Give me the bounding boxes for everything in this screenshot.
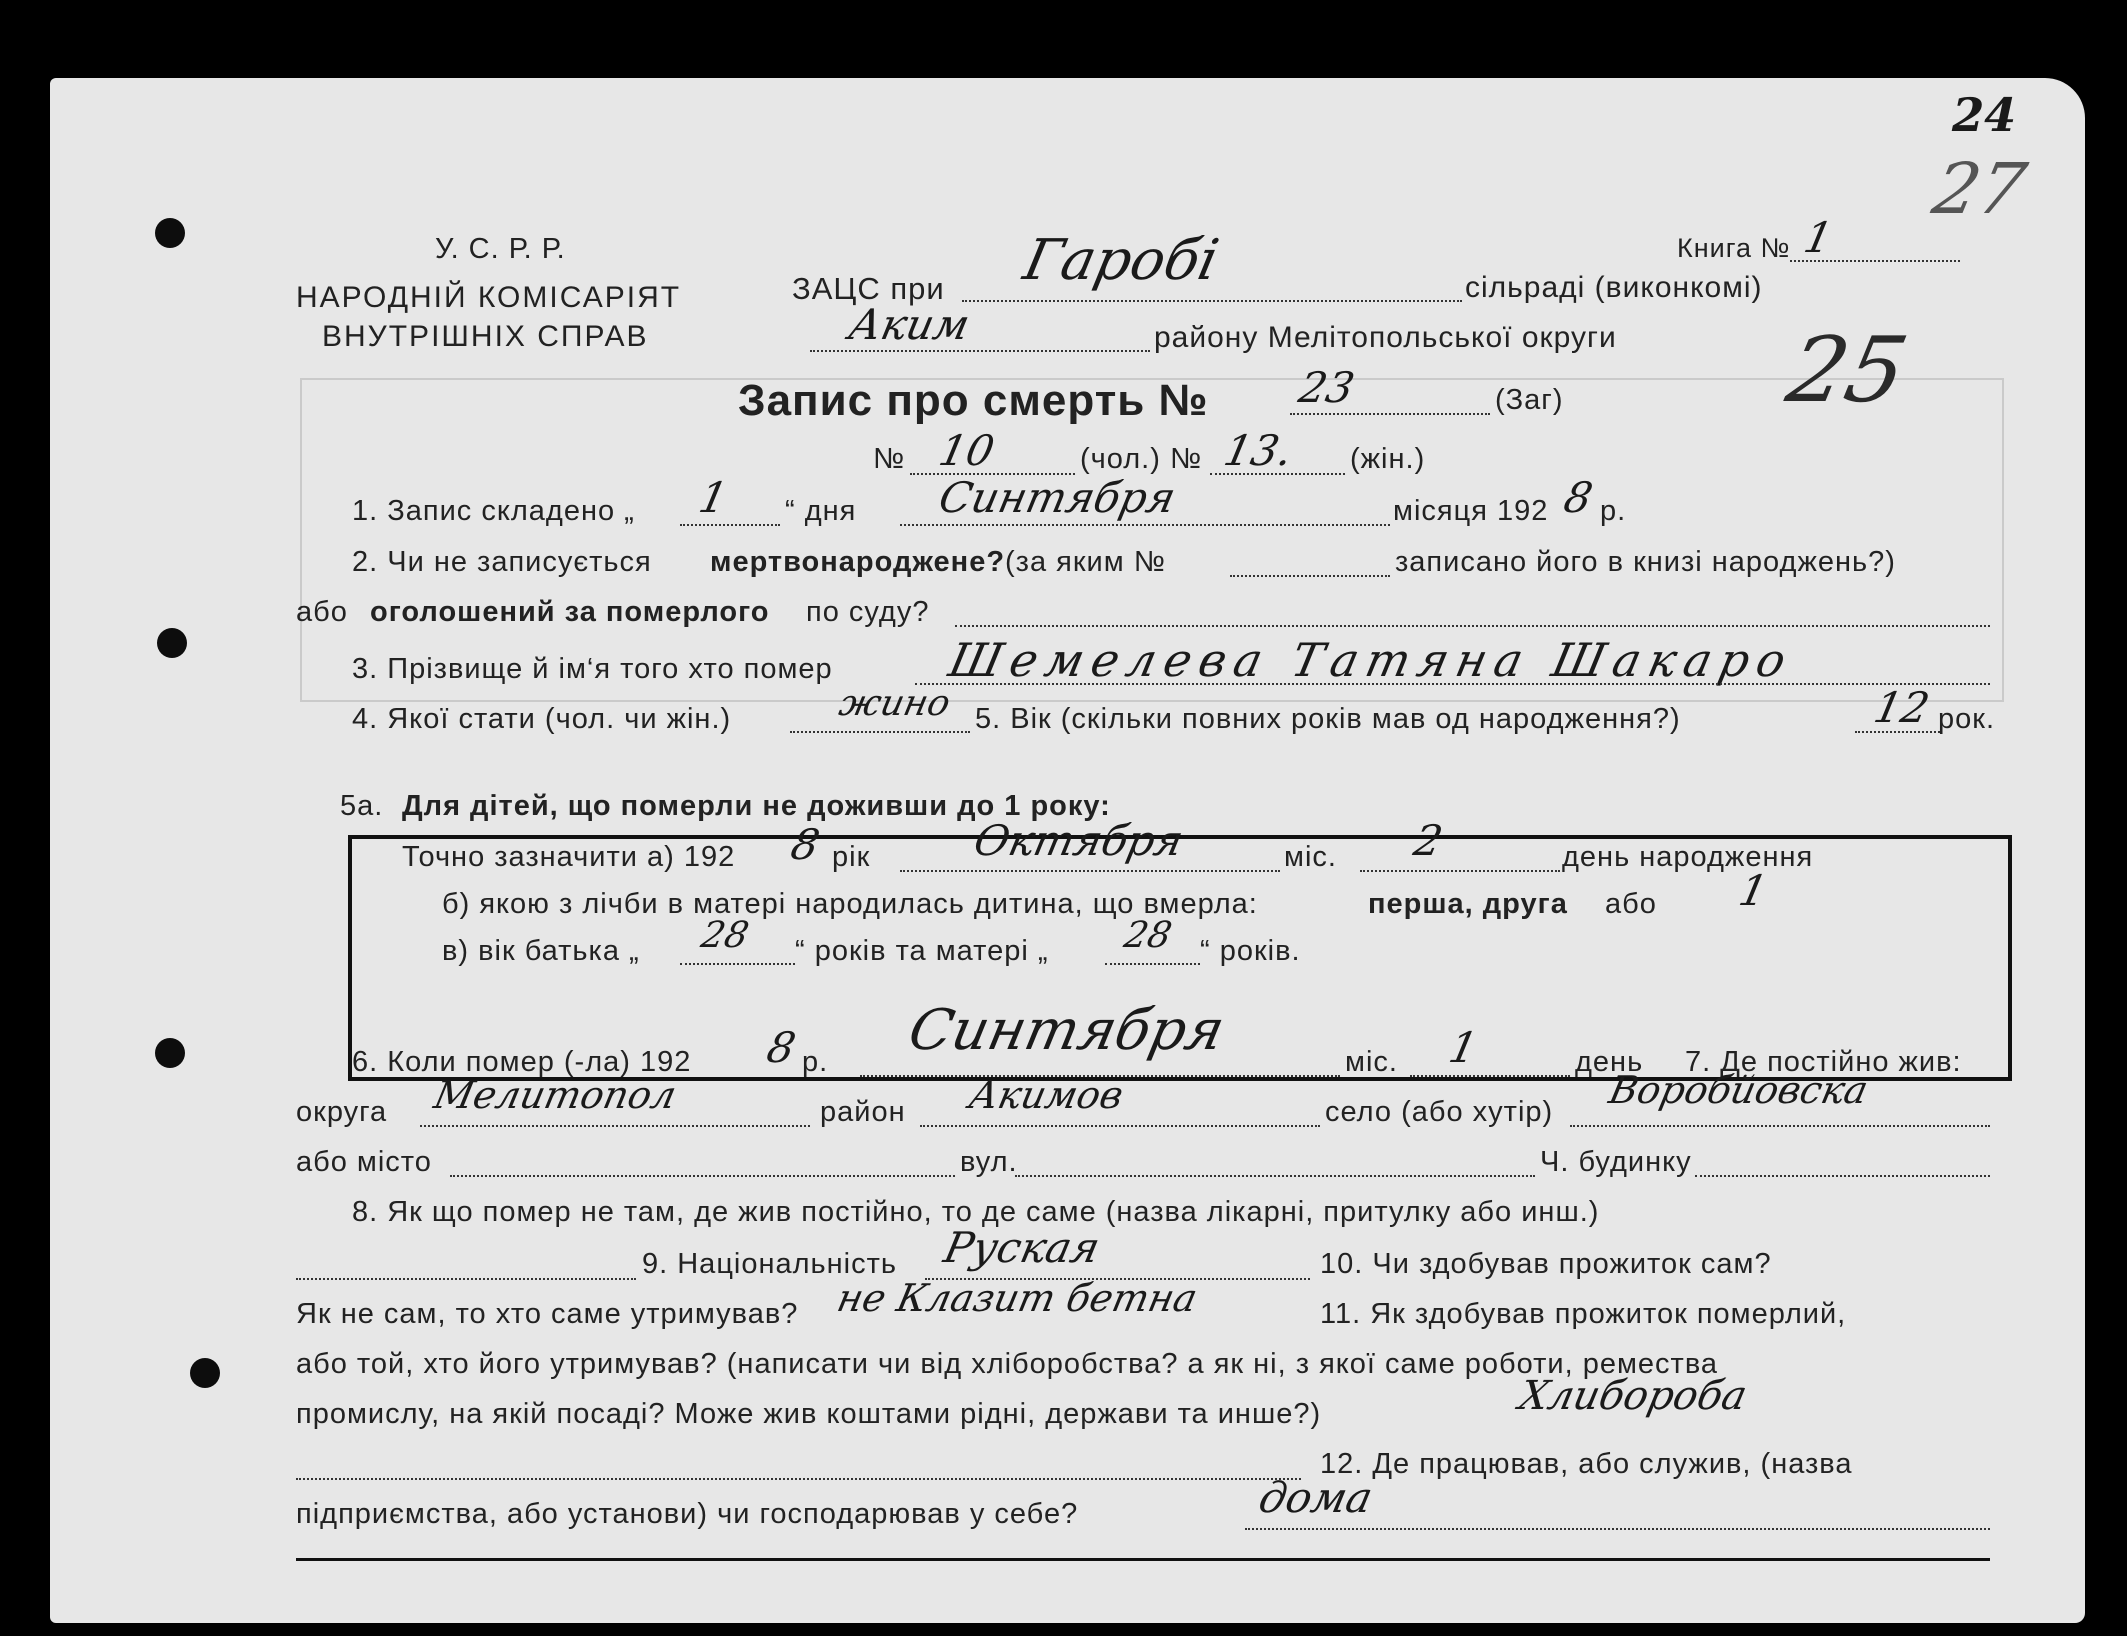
q4-label: 4. Якої стати (чол. чи жін.)	[352, 703, 732, 735]
q5a-c-label: в) вік батька „	[442, 935, 640, 967]
q4-sex-line	[790, 731, 970, 733]
q6-month-handwritten: Синтября	[903, 998, 1231, 1063]
female-number-handwritten: 13.	[1219, 426, 1298, 475]
raion-field-handwritten: Акимов	[965, 1073, 1128, 1117]
q5a-mother-age-handwritten: 28	[1120, 915, 1176, 956]
q12-line	[1245, 1528, 1990, 1530]
punch-hole	[157, 628, 187, 658]
misto-label: або місто	[296, 1146, 432, 1178]
q2-line2-c: по суду?	[806, 596, 930, 628]
record-title: Запис про смерть №	[738, 376, 1209, 425]
raion-field-line	[920, 1125, 1320, 1127]
q12-label: 12. Де працював, або служив, (назва	[1320, 1448, 1853, 1480]
female-number-line	[1210, 473, 1345, 475]
q1-month-line	[900, 524, 1390, 526]
q8-line	[296, 1278, 636, 1280]
q1-day-line	[680, 524, 780, 526]
q3-name-handwritten: Шемелева Татяна Шакаро	[944, 633, 1799, 687]
raion-field-label: район	[820, 1096, 906, 1128]
selo-label: село (або хутір)	[1325, 1096, 1554, 1128]
zag-label: (Заг)	[1495, 384, 1564, 416]
commissariat-line2: ВНУТРІШНІХ СПРАВ	[322, 320, 649, 353]
q12-line2: підприємства, або установи) чи господарював у себе?	[296, 1498, 1079, 1530]
q5-age-handwritten: 12	[1869, 683, 1934, 732]
q2-line1-a: 2. Чи не записується	[352, 546, 652, 578]
budynok-label: Ч. будинку	[1540, 1146, 1692, 1178]
q5-age-suffix: рок.	[1938, 703, 1996, 735]
record-number-handwritten: 23	[1294, 363, 1359, 412]
q5a-year-handwritten: 8	[786, 820, 824, 869]
q11-line	[296, 1478, 1301, 1480]
q5a-b-label: б) якою з лічби в матері народилась дитина, що вмерла:	[442, 888, 1258, 920]
zags-village-handwritten: Гаробі	[1018, 228, 1225, 293]
q1-day-label: “ дня	[785, 495, 857, 527]
ussr-label: У. С. Р. Р.	[435, 233, 566, 265]
okruga-line	[420, 1125, 810, 1127]
page-number-handwritten: 24	[1946, 88, 2022, 142]
commissariat-line1: НАРОДНІЙ КОМІСАРІЯТ	[296, 281, 682, 314]
q5a-b-options: перша, друга	[1368, 888, 1568, 920]
budynok-line	[1695, 1175, 1990, 1177]
q11-label: 11. Як здобував прожиток померлий,	[1320, 1298, 1847, 1330]
document-page	[50, 78, 2085, 1623]
male-label: (чол.) №	[1080, 443, 1203, 475]
female-label: (жін.)	[1350, 443, 1426, 475]
q3-label: 3. Прізвище й ім‘я того хто помер	[352, 653, 833, 685]
selo-line	[1570, 1125, 1990, 1127]
number-sign: №	[873, 443, 906, 475]
punch-hole	[155, 218, 185, 248]
q7-label: 7. Де постійно жив:	[1685, 1046, 1962, 1078]
q11-line2: або той, хто його утримував? (написати чи від хліборобства? а як ні, з якої саме роботи, ремества	[296, 1348, 1719, 1380]
q3-name-line	[915, 683, 1990, 685]
raion-label: району Мелітопольської округи	[1154, 321, 1617, 354]
vul-label: вул.	[960, 1146, 1018, 1178]
q5a-c-mid: “ років та матері „	[795, 935, 1049, 967]
book-number-handwritten: 1	[1799, 213, 1837, 262]
q5a-a-label: Точно зазначити а) 192	[402, 841, 736, 873]
q11-occupation-handwritten: Хлибороба	[1515, 1373, 1752, 1419]
q2-declared-dead-label: оголошений за померлого	[370, 596, 770, 628]
q2-line1-d: записано його в книзі народжень?)	[1395, 546, 1896, 578]
selo-handwritten: Воробйовска	[1605, 1068, 1872, 1112]
book-line	[1790, 260, 1960, 262]
q5a-heading: Для дітей, що померли не доживши до 1 року:	[402, 790, 1111, 822]
q6-label: 6. Коли помер (-ла) 192	[352, 1046, 692, 1078]
q1-day-handwritten: 1	[694, 473, 732, 522]
q10-supporter-handwritten: не Клазит бетна	[833, 1276, 1202, 1320]
q1-label: 1. Запис складено „	[352, 495, 635, 527]
q8-label: 8. Як що помер не там, де жив постійно, то де саме (назва лікарні, притулку або инш.)	[352, 1196, 1600, 1228]
q6-mis: міс.	[1345, 1046, 1398, 1078]
q9-nationality-handwritten: Руская	[939, 1223, 1105, 1272]
page-number-crossed-handwritten: 27	[1926, 148, 2033, 230]
misto-line	[450, 1175, 955, 1177]
q6-den: день	[1575, 1046, 1644, 1078]
selrada-label: сільраді (виконкомі)	[1465, 271, 1763, 304]
q5a-c-end: “ років.	[1200, 935, 1301, 967]
vul-line	[1015, 1175, 1535, 1177]
q1-month-handwritten: Синтября	[934, 473, 1181, 522]
zags-label: ЗАЦС при	[792, 271, 945, 306]
q6-day-handwritten: 1	[1444, 1023, 1482, 1072]
q9-label: 9. Національність	[642, 1248, 898, 1280]
q1-year-handwritten: 8	[1559, 473, 1597, 522]
q2-line2-a: або	[296, 596, 348, 628]
q5a-mis: міс.	[1284, 841, 1337, 873]
q5-age-line	[1855, 731, 1940, 733]
q5a-day-line	[1360, 870, 1560, 872]
q5a-rik: рік	[832, 841, 871, 873]
q5a-father-age-handwritten: 28	[697, 915, 753, 956]
q5a-month-line	[900, 870, 1280, 872]
q5a-month-handwritten: Октября	[969, 816, 1188, 865]
male-number-handwritten: 10	[934, 426, 999, 475]
large-number-handwritten: 25	[1778, 318, 1916, 423]
q5a-b-abo: або	[1605, 888, 1657, 920]
q5a-b-handwritten: 1	[1734, 866, 1772, 915]
q5a-number: 5а.	[340, 790, 384, 822]
q5a-mother-line	[1105, 963, 1200, 965]
q10-label: 10. Чи здобував прожиток сам?	[1320, 1248, 1772, 1280]
okruga-label: округа	[296, 1096, 388, 1128]
raion-line	[810, 350, 1150, 352]
q6-year-handwritten: 8	[762, 1023, 800, 1072]
q1-month-label: місяця 192	[1393, 495, 1549, 527]
bottom-rule	[296, 1558, 1990, 1561]
okruga-handwritten: Мелитопол	[430, 1073, 681, 1117]
q11-line3: промислу, на якій посаді? Може жив коштами рідні, держави та инше?)	[296, 1398, 1322, 1430]
q12-workplace-handwritten: дома	[1254, 1473, 1377, 1522]
raion-handwritten: Аким	[844, 300, 974, 349]
q6-r: р.	[802, 1046, 829, 1078]
zags-village-line	[962, 300, 1462, 302]
q5a-day-label: день народження	[1562, 841, 1814, 873]
q10-not-self-label: Як не сам, то хто саме утримував?	[296, 1298, 799, 1330]
book-label: Книга №	[1677, 233, 1791, 263]
q2-court-line	[955, 625, 1990, 627]
q2-line1-c: (за яким №	[1005, 546, 1166, 578]
punch-hole	[155, 1038, 185, 1068]
punch-hole	[190, 1358, 220, 1388]
q5a-father-line	[680, 963, 795, 965]
q2-number-line	[1230, 575, 1390, 577]
record-number-line	[1290, 413, 1490, 415]
q1-year-suffix: р.	[1600, 495, 1627, 527]
q5-age-label: 5. Вік (скільки повних років мав од народження?)	[975, 703, 1681, 735]
q2-stillborn-label: мертвонароджене?	[710, 546, 1006, 578]
q6-day-line	[1410, 1075, 1570, 1077]
q4-sex-handwritten: жино	[835, 683, 954, 724]
q5a-day-handwritten: 2	[1409, 816, 1447, 865]
